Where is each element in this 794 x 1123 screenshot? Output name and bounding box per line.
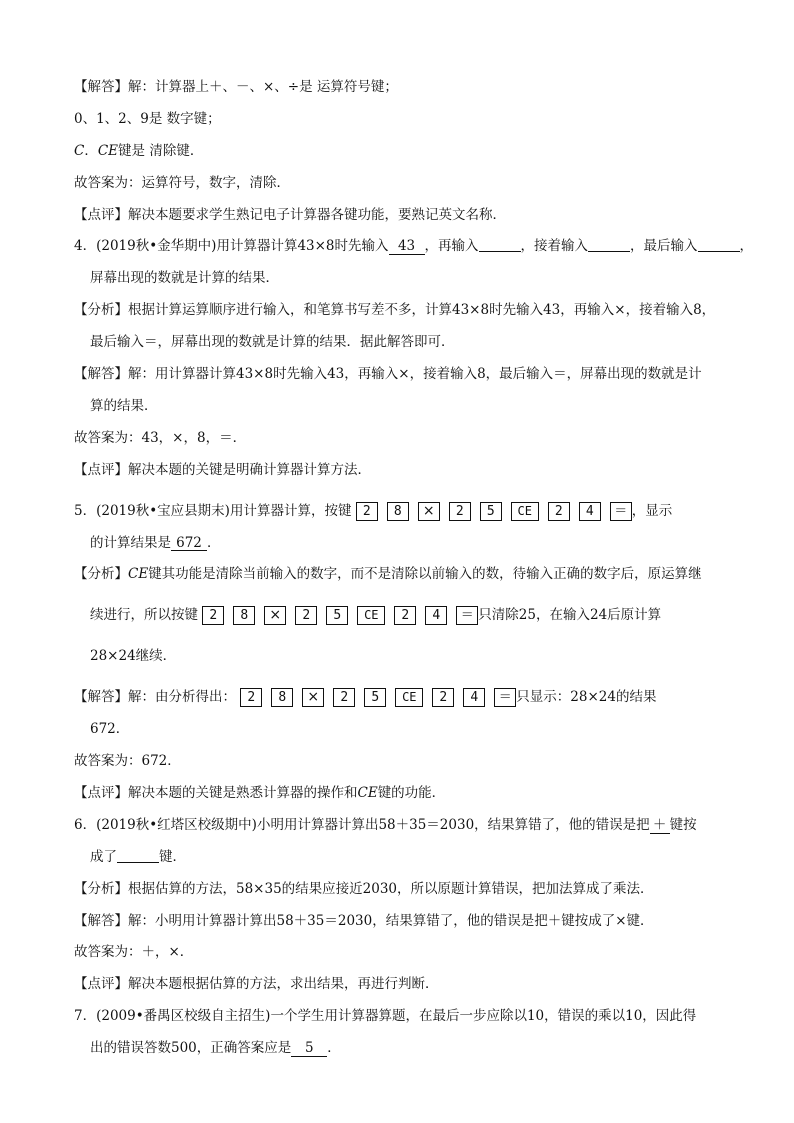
q4-answer-blank-1: 43 [389,239,425,255]
q6-comment: 【点评】解决本题根据估算的方法，求出结果，再进行判断． [74,976,439,993]
key-2: 2 [295,606,317,625]
q4-stem-cont: 屏幕出现的数就是计算的结果． [90,270,279,287]
q7-stem: 7．(2009•番禺区校级自主招生)一个学生用计算器算题，在最后一步应除以10，错误的乘以10，因此得 [74,1008,697,1025]
answer-line: 故答案为：运算符号，数字，清除． [74,174,290,191]
q4-answer-blank-4 [698,237,740,252]
key-4: 4 [425,606,447,625]
solution-line: C．CE键是 清除键． [74,142,204,159]
q5-stem: 5．(2019秋•宝应县期末)用计算器计算，按键 2 8 × 2 5 CE 2 4 ＝ ，显示 [74,502,673,519]
q5-stem-cont: 的计算结果是 672 ． [90,534,221,551]
solution-line: 0、1、2、9是 数字键； [74,110,221,127]
key-equals: ＝ [456,606,478,625]
key-2: 2 [432,688,454,707]
document-page [74,78,754,1058]
key-ce: CE [357,606,385,625]
q6-answer: 故答案为：＋，×． [74,944,194,961]
q5-solution-cont: 672． [90,721,130,738]
q6-answer-blank-2 [117,848,159,863]
key-8: 8 [271,688,293,707]
key-5: 5 [364,688,386,707]
q5-answer: 故答案为：672． [74,753,181,770]
key-2: 2 [449,502,471,521]
key-times: × [302,688,324,707]
key-2: 2 [333,688,355,707]
solution-line: 【解答】解：计算器上＋、－、×、÷是 运算符号键； [74,79,398,95]
q4-answer: 故答案为：43，×，8，＝． [74,429,247,446]
q4-comment: 【点评】解决本题的关键是明确计算器计算方法． [74,461,371,478]
key-4: 4 [463,688,485,707]
key-ce: CE [511,502,539,521]
key-ce-label: CE [97,142,119,159]
q4-answer-blank-2 [479,237,521,252]
key-ce-label: CE [357,785,378,802]
key-equals: ＝ [494,688,516,707]
q4-solution: 【解答】解：用计算器计算43×8时先输入43，再输入×，接着输入8，最后输入＝，屏幕出现的数就是计 [74,366,702,383]
key-ce-label: CE [128,566,149,583]
q4-analysis: 【分析】根据计算运算顺序进行输入，和笔算书写差不多，计算43×8时先输入43，再输入×，接着输入8， [74,302,716,319]
q5-analysis: 【分析】CE键其功能是清除当前输入的数字，而不是清除以前输入的数，待输入正确的数字后，原运算继 [74,566,702,583]
key-2: 2 [202,606,224,625]
key-times: × [264,606,286,625]
q6-analysis: 【分析】根据估算的方法，58×35的结果应接近2030，所以原题计算错误，把加法算成了乘法． [74,880,654,897]
comment-line: 【点评】解决本题要求学生熟记电子计算器各键功能，要熟记英文名称． [74,206,506,223]
key-sequence [202,606,487,625]
q4-solution-cont: 算的结果． [90,397,158,414]
q7-stem-cont: 出的错误答数500，正确答案应是 5 ． [90,1040,341,1057]
q5-analysis-cont: 续进行，所以按键 2 8 × 2 5 CE 2 4 ＝ 只清除25，在输入24后原计算 [90,607,662,624]
key-2: 2 [356,502,378,521]
key-2: 2 [394,606,416,625]
q5-comment: 【点评】解决本题的关键是熟悉计算器的操作和CE键的功能． [74,785,446,802]
key-2: 2 [548,502,570,521]
key-times: × [418,502,440,521]
q6-answer-blank-1: ＋ [650,818,670,834]
q6-stem-cont: 成了 键． [90,848,186,865]
q6-solution: 【解答】解：小明用计算器计算出58＋35＝2030，结果算错了，他的错误是把＋键按成了×键． [74,912,654,929]
q5-solution: 【解答】解：由分析得出： 2 8 × 2 5 CE 2 4 ＝ 只显示：28×24的结果 [74,689,657,706]
q5-analysis-cont: 28×24继续． [90,648,177,665]
key-5: 5 [326,606,348,625]
key-4: 4 [579,502,601,521]
key-equals: ＝ [610,502,632,521]
key-8: 8 [387,502,409,521]
key-8: 8 [233,606,255,625]
key-ce: CE [395,688,423,707]
q5-answer-blank: 672 [171,536,207,552]
q4-stem: 4．(2019秋•金华期中)用计算器计算43×8时先输入 43 ，再输入 ，接着输入 ，最后输入 ， [74,238,754,255]
q4-answer-blank-3 [588,237,630,252]
key-sequence [240,688,525,707]
key-2: 2 [240,688,262,707]
key-c-label: C [74,142,85,159]
q6-stem: 6．(2019秋•红塔区校级期中)小明用计算器计算出58＋35＝2030，结果算错了，他的错误是把 ＋ 键按 [74,816,697,833]
q7-answer-blank: 5 [291,1041,327,1057]
key-5: 5 [480,502,502,521]
q4-analysis-cont: 最后输入＝，屏幕出现的数就是计算的结果．据此解答即可． [90,334,455,351]
key-sequence [356,502,641,521]
